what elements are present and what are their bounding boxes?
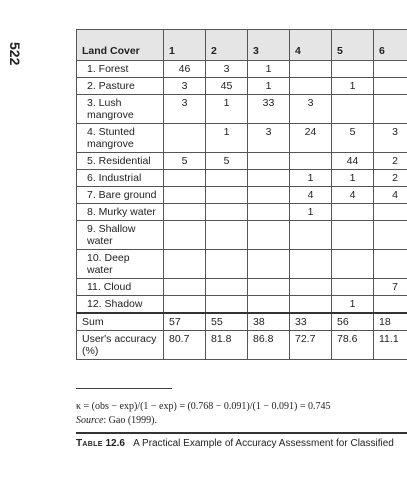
table-cell: 3	[374, 124, 407, 153]
table-cell	[374, 296, 407, 314]
table-cell	[374, 221, 407, 250]
row-label: 3. Lush mangrove	[77, 95, 164, 124]
table-cell	[332, 95, 374, 124]
source-label: Source	[76, 415, 104, 426]
table-cell: 5	[164, 153, 206, 170]
table-cell	[374, 204, 407, 221]
table-cell: 18	[374, 313, 407, 331]
table-row	[77, 78, 407, 95]
row-label: 2. Pasture	[77, 78, 164, 95]
table-cell	[164, 204, 206, 221]
table-cell	[164, 187, 206, 204]
table-cell: 1	[332, 170, 374, 187]
row-label: 5. Residential	[77, 153, 164, 170]
table-row	[77, 221, 407, 250]
table-cell	[206, 279, 248, 296]
kappa-formula: κ = (obs − exp)/(1 − exp) = (0.768 − 0.091)/(1 − 0.091) = 0.745	[76, 401, 331, 412]
table-row	[77, 95, 407, 124]
table-cell: 1	[248, 61, 290, 78]
table-cell	[164, 221, 206, 250]
table-cell	[332, 221, 374, 250]
table-cell	[332, 204, 374, 221]
table-cell: 1	[332, 296, 374, 314]
page-number: 522	[7, 42, 23, 66]
table-cell: 3	[248, 124, 290, 153]
table-row	[77, 124, 407, 153]
table-cell	[290, 153, 332, 170]
row-label: 10. Deep water	[77, 250, 164, 279]
table-cell: 1	[332, 78, 374, 95]
table-cell: 4	[374, 187, 407, 204]
table-cell: 33	[290, 313, 332, 331]
table-cell	[332, 250, 374, 279]
accuracy-table	[76, 29, 407, 360]
table-cell	[290, 279, 332, 296]
table-cell: 38	[248, 313, 290, 331]
header-class-1: 1	[164, 30, 206, 61]
table-cell	[248, 250, 290, 279]
table-cell: 78.6	[332, 331, 374, 360]
table-cell	[332, 61, 374, 78]
table-cell: 3	[206, 61, 248, 78]
table-cell: 55	[206, 313, 248, 331]
table-cell	[248, 153, 290, 170]
table-cell	[164, 124, 206, 153]
table-cell	[206, 221, 248, 250]
table-cell	[290, 250, 332, 279]
table-row	[77, 170, 407, 187]
table-cell: 2	[374, 153, 407, 170]
table-cell: 33	[248, 95, 290, 124]
header-class-4: 4	[290, 30, 332, 61]
header-land-cover: Land Cover	[77, 30, 164, 61]
row-label: 11. Cloud	[77, 279, 164, 296]
table-cell: 1	[290, 204, 332, 221]
table-row	[77, 296, 407, 314]
table-cell: 80.7	[164, 331, 206, 360]
table-cell	[290, 78, 332, 95]
table-cell	[206, 187, 248, 204]
table-cell: 4	[290, 187, 332, 204]
table-cell: 24	[290, 124, 332, 153]
table-cell: 7	[374, 279, 407, 296]
table-row	[77, 279, 407, 296]
table-row	[77, 204, 407, 221]
table-cell	[206, 204, 248, 221]
table-cell	[374, 95, 407, 124]
caption-text: A Practical Example of Accuracy Assessment for Classified	[133, 438, 394, 449]
table-cell	[206, 296, 248, 314]
table-cell	[290, 296, 332, 314]
table-cell: 3	[290, 95, 332, 124]
table-row	[77, 61, 407, 78]
source-note	[76, 415, 157, 426]
table-caption	[76, 432, 407, 449]
header-class-5: 5	[332, 30, 374, 61]
table-cell: 5	[332, 124, 374, 153]
table-cell	[248, 170, 290, 187]
table-cell	[374, 78, 407, 95]
row-label: Sum	[77, 313, 164, 331]
table-row	[77, 331, 407, 360]
header-class-6: 6	[374, 30, 407, 61]
table-cell: 1	[206, 124, 248, 153]
accuracy-table-container	[76, 29, 407, 360]
row-label: 9. Shallow water	[77, 221, 164, 250]
table-cell	[248, 187, 290, 204]
table-cell: 81.8	[206, 331, 248, 360]
table-cell: 72.7	[290, 331, 332, 360]
table-cell: 45	[206, 78, 248, 95]
table-row	[77, 187, 407, 204]
table-cell: 3	[164, 78, 206, 95]
table-cell	[290, 221, 332, 250]
table-cell: 2	[374, 170, 407, 187]
table-cell: 1	[206, 95, 248, 124]
table-cell	[374, 61, 407, 78]
table-row	[77, 250, 407, 279]
table-cell	[248, 221, 290, 250]
header-class-2: 2	[206, 30, 248, 61]
table-cell	[164, 170, 206, 187]
row-label: User's accuracy (%)	[77, 331, 164, 360]
row-label: 12. Shadow	[77, 296, 164, 314]
table-cell: 46	[164, 61, 206, 78]
table-cell	[332, 279, 374, 296]
caption-number: 12.6	[105, 438, 125, 449]
row-label: 6. Industrial	[77, 170, 164, 187]
table-cell: 11.1	[374, 331, 407, 360]
table-cell	[248, 296, 290, 314]
table-cell: 4	[332, 187, 374, 204]
table-cell: 57	[164, 313, 206, 331]
table-row	[77, 153, 407, 170]
table-cell	[206, 250, 248, 279]
table-cell	[248, 279, 290, 296]
table-cell	[206, 170, 248, 187]
row-label: 8. Murky water	[77, 204, 164, 221]
table-cell	[374, 250, 407, 279]
table-cell: 5	[206, 153, 248, 170]
row-label: 1. Forest	[77, 61, 164, 78]
source-text: : Gao (1999).	[103, 415, 158, 426]
table-cell	[164, 296, 206, 314]
footnote-rule	[76, 388, 172, 389]
table-cell: 3	[164, 95, 206, 124]
table-cell: 44	[332, 153, 374, 170]
table-cell	[164, 250, 206, 279]
table-cell: 86.8	[248, 331, 290, 360]
table-cell	[164, 279, 206, 296]
table-cell	[248, 204, 290, 221]
table-cell: 1	[290, 170, 332, 187]
table-body	[77, 61, 407, 360]
header-class-3: 3	[248, 30, 290, 61]
caption-label: Table	[76, 438, 103, 449]
row-label: 7. Bare ground	[77, 187, 164, 204]
table-cell: 56	[332, 313, 374, 331]
table-cell	[290, 61, 332, 78]
table-cell: 1	[248, 78, 290, 95]
table-header-row	[77, 30, 407, 61]
row-label: 4. Stunted mangrove	[77, 124, 164, 153]
table-row	[77, 313, 407, 331]
